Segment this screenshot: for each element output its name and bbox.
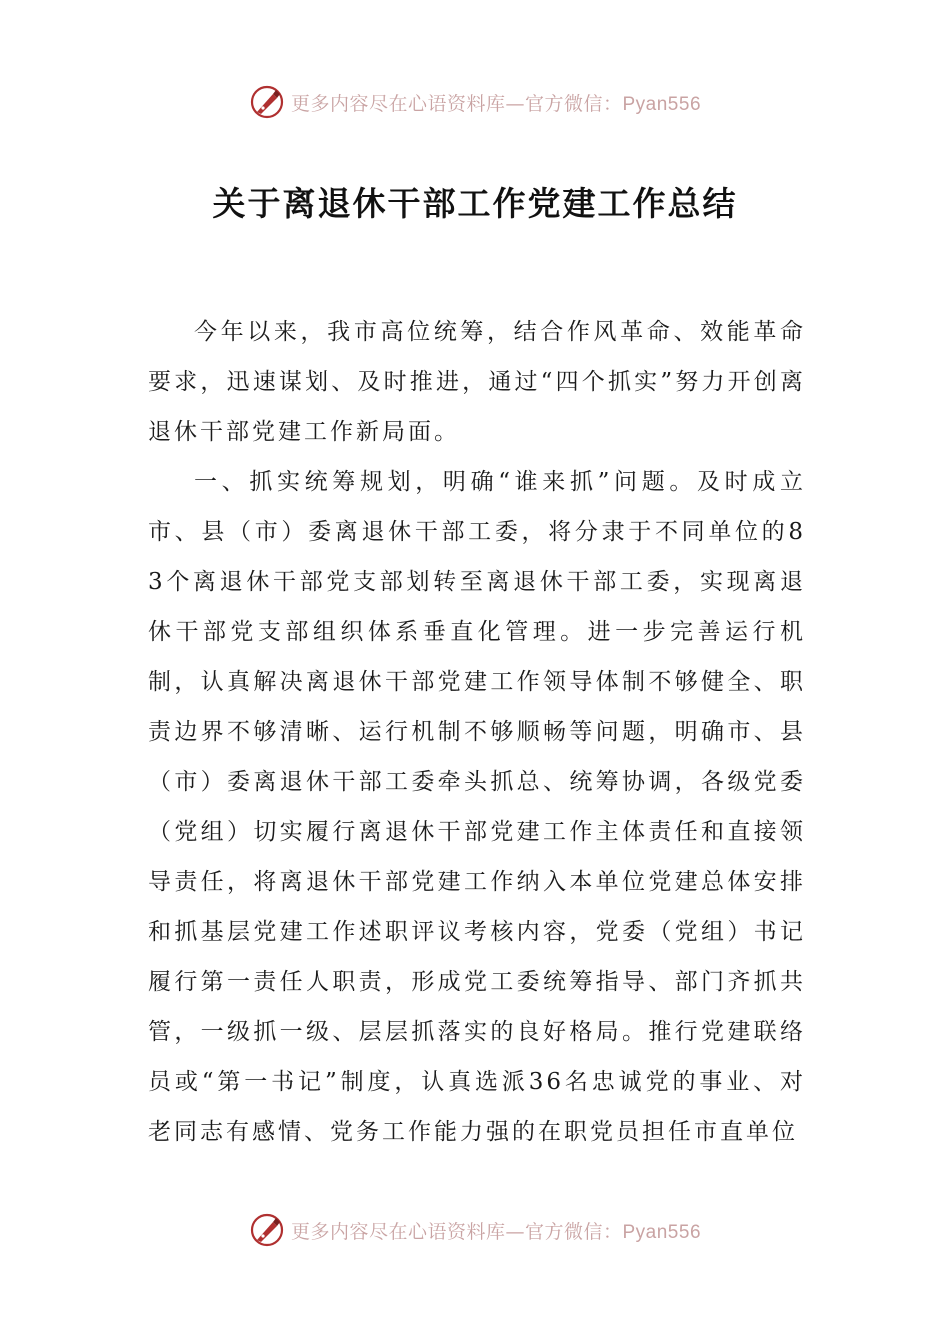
watermark-wechat-id: Pyan556: [622, 93, 702, 115]
watermark-text: 更多内容尽在心语资料库—官方微信：Pyan556: [290, 92, 702, 115]
pen-nib-circle-icon: [249, 1212, 285, 1248]
footer-watermark: [0, 1212, 950, 1248]
paragraph-section-one: 一、抓实统筹规划，明确“谁来抓”问题。及时成立市、县（市）委离退休干部工委，将分隶于不同单位的83个离退休干部党支部划转至离退休干部工委，实现离退休干部党支部组织体系垂直化管理。进一步完善运行机制，认真解决离退休干部党建工作领导体制不够健全、职责边界不够清晰、运行机制不够顺畅等问题，明确市、县（市）委离退休干部工委牵头抓总、统筹协调，各级党委（党组）切实履行离退休干部党建工作主体责任和直接领导责任，将离退休干部党建工作纳入本单位党建总体安排和抓基层党建工作述职评议考核内容，党委（党组）书记履行第一责任人职责，形成党工委统筹指导、部门齐抓共管，一级抓一级、层层抓落实的良好格局。推行党建联络员或“第一书记”制度，认真选派36名忠诚党的事业、对老同志有感情、党务工作能力强的在职党员担任市直单位: [148, 469, 806, 1145]
pen-nib-circle-icon: [249, 84, 285, 120]
watermark-text: 更多内容尽在心语资料库—官方微信：Pyan556: [290, 1220, 702, 1243]
document-title: 关于离退休干部工作党建工作总结: [212, 184, 738, 223]
header-watermark: [0, 84, 950, 120]
watermark-wechat-id: Pyan556: [622, 1221, 702, 1243]
document-body: [148, 307, 806, 1157]
paragraph-intro: 今年以来，我市高位统筹，结合作风革命、效能革命要求，迅速谋划、及时推进，通过“四个抓实”努力开创离退休干部党建工作新局面。: [148, 319, 806, 445]
